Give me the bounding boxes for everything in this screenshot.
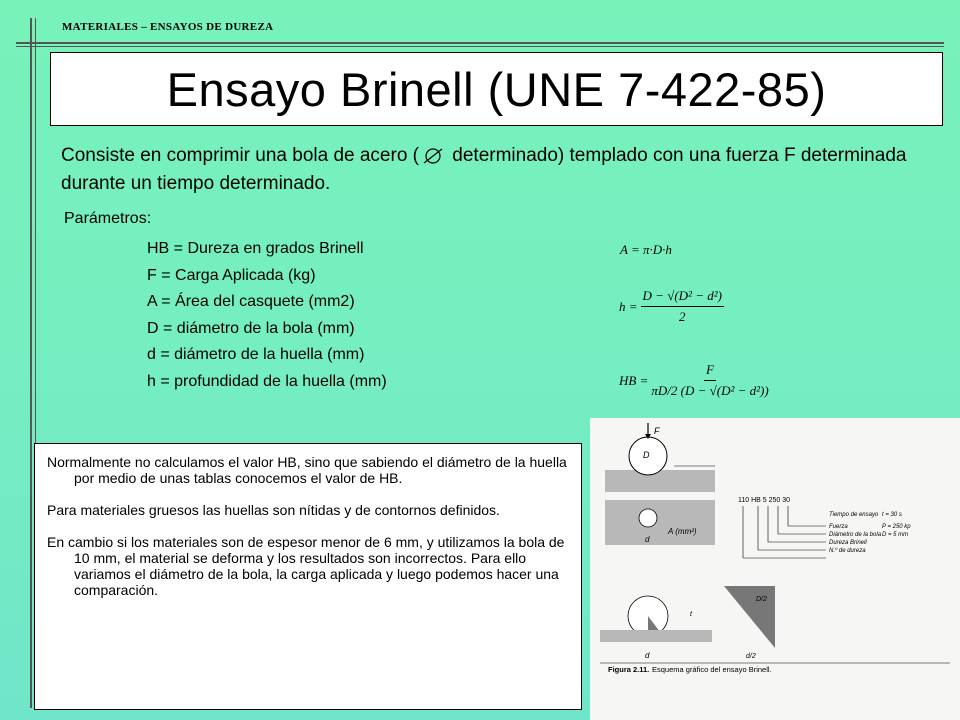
legend-4: Dureza Brinell bbox=[829, 540, 867, 546]
intro-text-end: determinado) templado con una fuerza F determinada durante un tiempo determinado. bbox=[61, 145, 907, 194]
parameter-f: F = Carga Aplicada (kg) bbox=[147, 266, 316, 284]
parameter-d-ball: D = diámetro de la bola (mm) bbox=[147, 319, 355, 337]
label-t: t bbox=[690, 611, 692, 618]
formulas bbox=[615, 232, 805, 422]
value-2: P = 250 kp bbox=[882, 524, 911, 530]
formula-depth-fraction bbox=[641, 288, 724, 325]
top-rule-outer bbox=[16, 42, 944, 44]
label-d: d bbox=[645, 535, 650, 544]
leader-3 bbox=[768, 506, 826, 542]
caption-text: Esquema gráfico del ensayo Brinell. bbox=[652, 665, 772, 674]
specimen-bottom bbox=[600, 630, 712, 642]
legend-3: Diámetro de la bola bbox=[829, 532, 882, 538]
intro-paragraph bbox=[61, 142, 921, 198]
legend-1: Tiempo de ensayo bbox=[829, 512, 879, 518]
title-box bbox=[50, 52, 943, 126]
leader-4 bbox=[778, 506, 826, 534]
parameter-d-print: d = diámetro de la huella (mm) bbox=[147, 346, 365, 363]
formula-hb-fraction bbox=[651, 362, 768, 399]
page-title: Ensayo Brinell (UNE 7-422-85) bbox=[166, 62, 827, 116]
label-d-bottom: d bbox=[645, 651, 650, 660]
formula-hb-denominator: πD/2 (D − √(D² − d²)) bbox=[651, 383, 769, 398]
parameter-a: A = Área del casquete (mm2) bbox=[147, 293, 355, 310]
parameter-hb: HB = Dureza en grados Brinell bbox=[147, 240, 364, 257]
specimen-top bbox=[605, 470, 715, 492]
label-F: F bbox=[654, 426, 660, 436]
formula-depth-lhs: h = bbox=[619, 298, 638, 314]
label-d2: d/2 bbox=[746, 653, 756, 660]
value-3: D = 5 mm bbox=[882, 532, 909, 538]
note-3: En cambio si los materiales son de espesor menor de 6 mm, y utilizamos la bola de 10 mm, el material se deforma y los resultados son incorrectos. Para ello variamos el diámetro de la bola, la carga aplicada y luego podemos hacer una comparación. bbox=[47, 534, 565, 598]
note-1: Normalmente no calculamos el valor HB, sino que sabiendo el diámetro de la huella por medio de unas tablas conocemos el valor de HB. bbox=[47, 454, 567, 486]
formula-depth bbox=[619, 288, 724, 325]
left-rule-outer bbox=[30, 18, 32, 708]
diameter-icon bbox=[422, 148, 444, 162]
formula-depth-numerator: D − √(D² − d²) bbox=[641, 288, 724, 307]
geometry-triangle bbox=[724, 586, 775, 648]
subject-header: MATERIALES – ENSAYOS DE DUREZA bbox=[62, 21, 274, 33]
label-D: D bbox=[643, 450, 650, 460]
label-A: A (mm²) bbox=[668, 527, 697, 536]
notes-box bbox=[34, 443, 582, 710]
imprint-circle bbox=[639, 509, 657, 527]
parameters-heading: Parámetros: bbox=[64, 210, 152, 227]
label-D2: D/2 bbox=[756, 596, 767, 603]
legend-5: N.º de dureza bbox=[829, 548, 866, 554]
value-1: t = 30 s bbox=[882, 512, 902, 518]
formula-hb bbox=[619, 362, 769, 399]
top-rule-inner bbox=[16, 46, 944, 47]
formula-area: A = π·D·h bbox=[620, 242, 672, 257]
parameters-list bbox=[147, 236, 387, 395]
brinell-diagram-figure bbox=[590, 418, 960, 720]
legend-2: Fuerza bbox=[829, 524, 848, 530]
brinell-diagram bbox=[590, 418, 960, 720]
formula-hb-numerator: F bbox=[704, 362, 716, 381]
intro-text-start: Consiste en comprimir una bola de acero ( bbox=[61, 145, 420, 166]
caption-number: Figura 2.11. bbox=[608, 665, 650, 674]
specimen-section bbox=[605, 500, 715, 545]
parameter-h: h = profundidad de la huella (mm) bbox=[147, 372, 387, 390]
note-2: Para materiales gruesos las huellas son nítidas y de contornos definidos. bbox=[47, 502, 500, 518]
formula-depth-denominator: 2 bbox=[678, 309, 686, 324]
leader-5 bbox=[788, 506, 826, 526]
designation-text: 110 HB 5 250 30 bbox=[738, 497, 791, 504]
formula-hb-lhs: HB = bbox=[619, 372, 649, 388]
